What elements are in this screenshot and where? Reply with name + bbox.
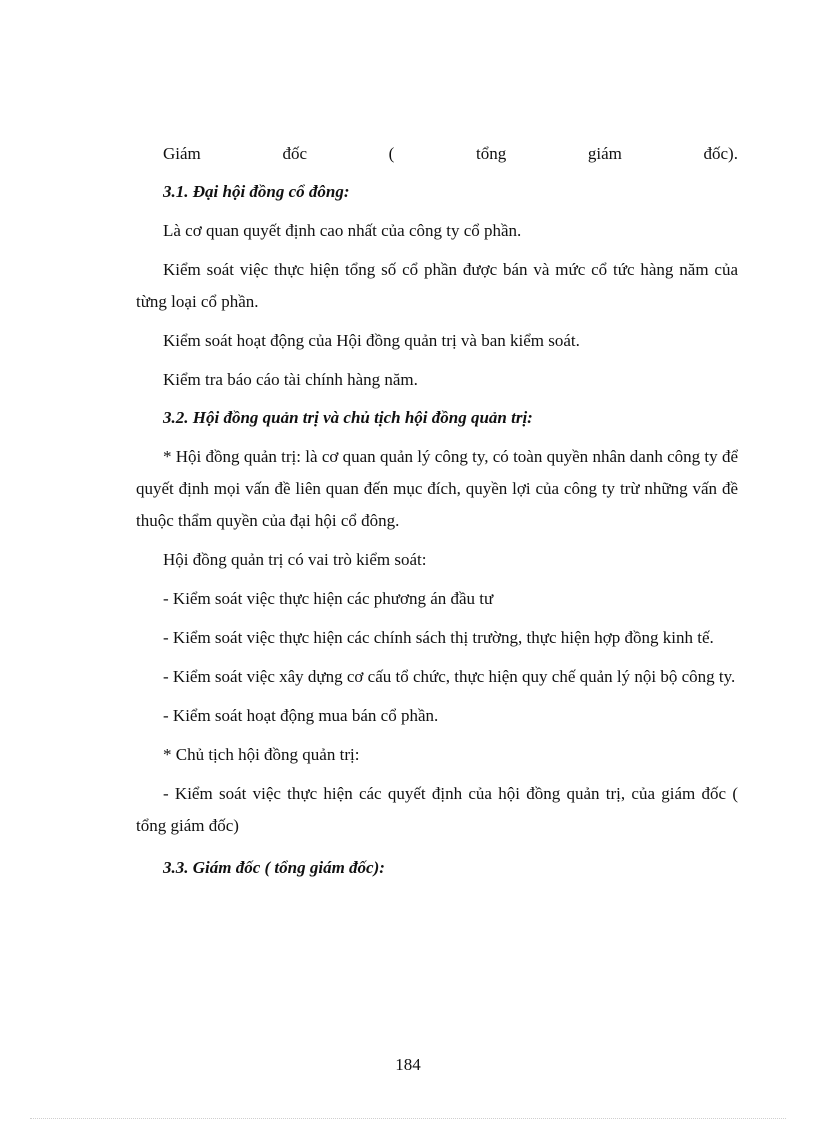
intro-word: ( <box>388 144 395 163</box>
section-heading-3-1: 3.1. Đại hội đồng cổ đông: <box>163 182 350 201</box>
section-heading-3-3: 3.3. Giám đốc ( tổng giám đốc): <box>163 858 385 877</box>
intro-word: đốc). <box>703 144 738 163</box>
paragraph: Kiểm tra báo cáo tài chính hàng năm. <box>163 370 418 389</box>
paragraph: * Chủ tịch hội đồng quản trị: <box>163 745 360 764</box>
list-item: - Kiểm soát việc xây dựng cơ cấu tổ chức, thực hiện quy chế quản lý nội bộ công ty. <box>163 667 736 686</box>
page-number: 184 <box>395 1055 421 1074</box>
paragraph: Kiểm soát hoạt động của Hội đồng quản trị và ban kiểm soát. <box>163 331 580 350</box>
intro-word: tổng <box>475 144 507 163</box>
document-body <box>136 138 738 884</box>
paragraph: Hội đồng quản trị có vai trò kiểm soát: <box>163 550 427 569</box>
list-item: - Kiểm soát việc thực hiện các phương án đầu tư <box>163 589 494 608</box>
list-item: - Kiểm soát việc thực hiện các quyết định của hội đồng quản trị, của giám đốc ( tổng giám đốc) <box>136 784 738 835</box>
intro-line <box>136 138 738 170</box>
section-heading-3-2: 3.2. Hội đồng quản trị và chủ tịch hội đồng quản trị: <box>163 408 533 427</box>
list-item: - Kiểm soát hoạt động mua bán cổ phần. <box>163 706 439 725</box>
paragraph: * Hội đồng quản trị: là cơ quan quản lý công ty, có toàn quyền nhân danh công ty để quyết định mọi vấn đề liên quan đến mục đích, quyền lợi của công ty trừ những vấn đề thuộc thẩm quyền của đại hội cổ đông. <box>136 447 738 530</box>
list-item: - Kiểm soát việc thực hiện các chính sách thị trường, thực hiện hợp đồng kinh tế. <box>163 628 714 647</box>
footer-divider <box>30 1118 786 1119</box>
intro-word: đốc <box>282 144 307 163</box>
paragraph: Là cơ quan quyết định cao nhất của công ty cổ phần. <box>163 221 522 240</box>
intro-word: giám <box>587 144 622 163</box>
paragraph: Kiểm soát việc thực hiện tổng số cổ phần được bán và mức cổ tức hàng năm của từng loại cổ phần. <box>136 260 738 311</box>
intro-word: Giám <box>163 144 201 163</box>
